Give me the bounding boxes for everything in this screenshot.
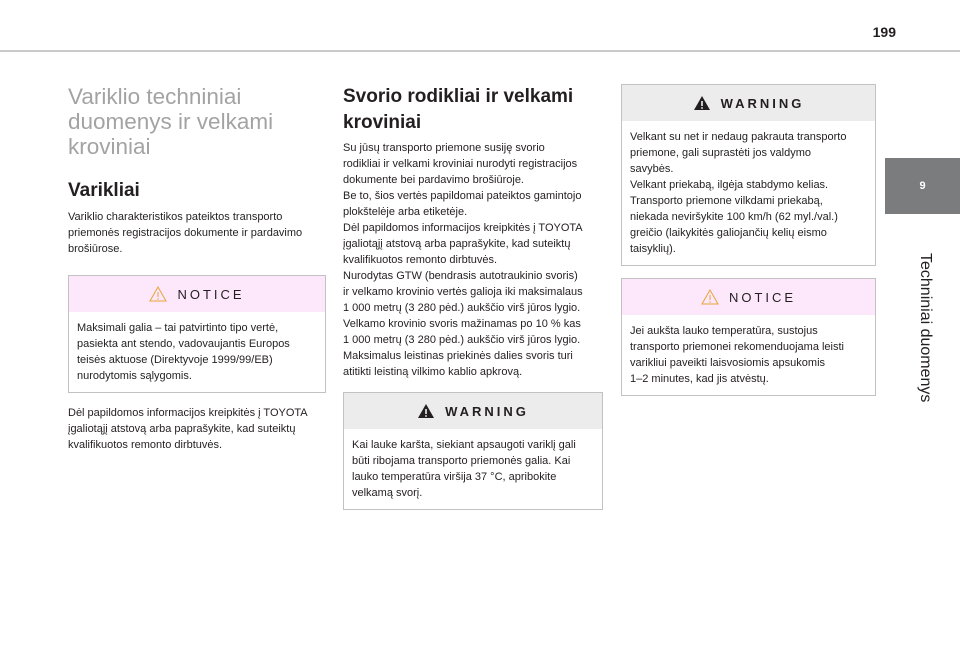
section-heading: Variklio techniniai duomenys ir velkami kroviniai xyxy=(68,84,274,159)
subsection-heading: Varikliai xyxy=(68,180,140,201)
warning-label: WARNING xyxy=(445,403,529,419)
notice-header xyxy=(69,276,325,312)
page-number: 199 xyxy=(872,24,896,40)
notice-header xyxy=(622,279,875,315)
warning-triangle-icon xyxy=(701,289,719,305)
header-rule xyxy=(0,50,960,52)
notice-label: NOTICE xyxy=(728,289,797,305)
chapter-title: Techniniai duomenys xyxy=(917,253,934,403)
chapter-tab xyxy=(885,158,960,214)
weights-paragraph: Su jūsų transporto priemone susiję svorio rodikliai ir velkami kroviniai nurodyti registracijos dokumente bei pardavimo brošiūroje. Be to, šios vertės papildomai pateiktos gamintojo plokštelėje arba etiketėje. Dėl papildomos informacijos kreipkitės į TOYOTA įgaliotąjį atstovą arba paprašykite, kad suteiktų kvalifikuotos remonto dirbtuvės. Nurodytas GTW (bendrasis autotraukinio svoris) ir velkamo krovinio vertės galioja iki maksimalaus 1 000 metrų (3 280 pėd.) aukščio virš jūros lygio. Velkamo krovinio svoris mažinamas po 10 % kas 1 000 metrų (3 280 pėd.) aukščio virš jūros lygio. Maksimalus leistinas priekinės dalies svoris turi atitikti leistiną vilkimo kablio apkrovą. xyxy=(343,142,583,378)
notice-label: NOTICE xyxy=(177,286,245,302)
warning-box xyxy=(343,392,603,510)
notice-box xyxy=(621,278,876,396)
column-2 xyxy=(343,84,603,510)
notice-box xyxy=(68,275,326,393)
warning-triangle-icon xyxy=(149,286,167,302)
warning-label: WARNING xyxy=(720,95,805,111)
chapter-number: 9 xyxy=(919,180,926,192)
warning-triangle-icon xyxy=(417,403,435,419)
warning-header xyxy=(622,85,875,121)
warning-text: Kai lauke karšta, siekiant apsaugoti variklį gali būti ribojama transporto priemonės galia. Kai lauko temperatūra viršija 37 °C, apribokite velkamą svorį. xyxy=(352,439,576,499)
warning-header xyxy=(344,393,602,429)
warning-triangle-icon xyxy=(693,95,711,111)
notice-text: Maksimali galia – tai patvirtinto tipo vertė, pasiekta ant stendo, vadovaujantis Europos teisės aktuose (Direktyvoje 1999/99/EB) nurodytomis sąlygomis. xyxy=(77,322,290,382)
column-1 xyxy=(68,84,326,453)
weights-heading: Svorio rodikliai ir velkami kroviniai xyxy=(343,86,574,133)
column-3 xyxy=(621,84,876,396)
warning-text: Velkant su net ir nedaug pakrauta transporto priemone, gali suprastėti jos valdymo savybės. Velkant priekabą, ilgėja stabdymo kelias. Transporto priemone vilkdami priekabą, niekada neviršykite 100 km/h (62 myl./val.) greičio (laikykitės galiojančių kelių eismo taisyklių). xyxy=(630,131,847,255)
notice-text: Jei aukšta lauko temperatūra, sustojus transporto priemonei rekomenduojama leisti varikliui paveikti laisvosiomis apsukomis 1–2 minutes, kad jis atvėstų. xyxy=(630,325,844,385)
after-paragraph: Dėl papildomos informacijos kreipkitės į TOYOTA įgaliotąjį atstovą arba paprašykite, kad suteiktų kvalifikuotos remonto dirbtuvės. xyxy=(68,407,308,451)
warning-box xyxy=(621,84,876,266)
intro-paragraph: Variklio charakteristikos pateiktos transporto priemonės registracijos dokumente ir pardavimo brošiūrose. xyxy=(68,211,303,255)
